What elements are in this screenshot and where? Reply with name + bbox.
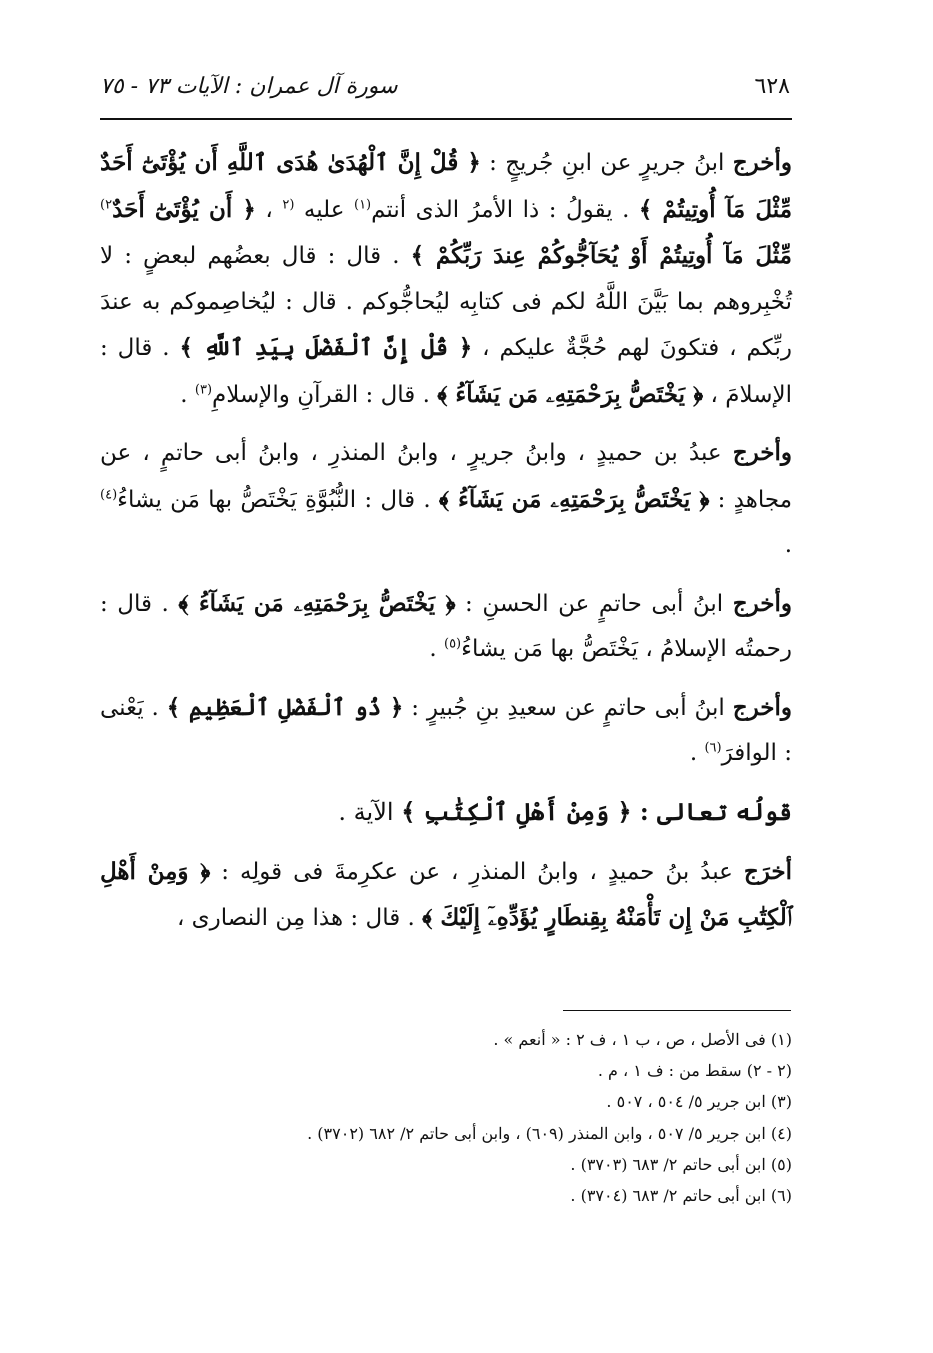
- footnote: (٢ - ٢) سقط من : ف ١ ، م .: [597, 1061, 792, 1081]
- quran-quote: ﴿ يَخْتَصُّ بِرَحْمَتِهِۦ مَن يَشَآءُ ﴾: [437, 380, 704, 408]
- quran-quote: ﴿ يَخْتَصُّ بِرَحْمَتِهِۦ مَن يَشَآءُ ﴾: [438, 485, 710, 513]
- page-number: ٦٢٨: [754, 73, 790, 99]
- paragraph-lead: وأخرج: [732, 149, 792, 176]
- text-segment: . قال : قال بعضُهم لبعضٍ : لا تُخْبِروهم بما بَيَّنَ اللَّهُ لكم فى كتابِه ليُحاجُّوكم . قال : ليُخاصِموكم به عندَ ربِّكم ، فتكونَ لهم حُجَّةٌ عليكم ،: [100, 243, 792, 361]
- text-segment: . يَعْنى : الوافرَ: [100, 694, 792, 766]
- text-segment: ابنُ جريرٍ عن ابنِ جُريجٍ :: [480, 150, 733, 176]
- quran-quote: ﴿ قُلْ إِنَّ ٱلْفَضْلَ بِيَدِ ٱللَّهِ ﴾: [179, 334, 473, 361]
- footnote-ref: (٢: [282, 196, 295, 212]
- footnote: (١) فى الأصل ، ص ، ب ١ ، ف ٢ : « أنعم » .: [493, 1030, 792, 1049]
- main-text: [100, 140, 792, 954]
- footnote-rule: [563, 1010, 791, 1011]
- quran-quote: ﴿ يَخْتَصُّ بِرَحْمَتِهِۦ مَن يَشَآءُ ﴾: [178, 589, 456, 617]
- footnote-ref: ٢): [100, 196, 113, 212]
- text-segment: .: [429, 636, 444, 662]
- footnote-ref: (٦): [704, 740, 722, 756]
- footnote: (٤) ابن جرير ٥/ ٥٠٧ ، وابن المنذر (٦٠٩) ، وابن أبى حاتم ٢/ ٦٨٢ (٣٧٠٢) .: [307, 1123, 792, 1143]
- page-header: [100, 66, 790, 106]
- paragraph-4: [100, 685, 792, 777]
- text-segment: . قال : النُّبُوَّةِ يَخْتَصُّ بها مَن يشاءُ: [117, 486, 439, 513]
- paragraph-lead: وأخرج: [732, 693, 792, 721]
- text-segment: .: [784, 532, 792, 558]
- text-segment: . قال : هذا مِن النصارى ،: [176, 905, 423, 931]
- quran-quote: ﴿ أَن يُؤْتَىٰٓ أَحَدٌ: [112, 195, 256, 223]
- paragraph-lead: أخرَج: [743, 857, 792, 885]
- quran-quote: ﴿ وَمِنْ أَهْلِ ٱلْكِتَٰبِ ﴾: [401, 796, 632, 826]
- running-title: سورة آل عمران : الآيات ٧٣ - ٧٥: [100, 73, 398, 99]
- header-rule: [100, 118, 792, 120]
- text-segment: عبدُ بن حميدٍ ، وابنُ جريرٍ ، وابنُ المنذرِ ، وابنُ أبى حاتمٍ ، عن مجاهدٍ :: [100, 440, 793, 513]
- text-segment: ابنُ أبى حاتمٍ عن سعيدِ بنِ جُبيرٍ :: [403, 694, 733, 721]
- paragraph-2: [100, 430, 792, 569]
- footnote-ref: (٥): [443, 636, 462, 652]
- verse-heading: [100, 789, 792, 835]
- text-segment: .: [180, 381, 195, 408]
- paragraph-lead: وأخرج: [732, 589, 793, 617]
- text-segment: عليه: [294, 196, 354, 223]
- paragraph-lead: وأخرج: [732, 439, 792, 466]
- footnotes: [120, 1024, 792, 1211]
- quran-quote: ﴿ ذُو ٱلْفَضْلِ ٱلْعَظِيمِ ﴾: [166, 693, 404, 721]
- paragraph-5: [100, 849, 792, 942]
- footnote: (٦) ابن أبى حاتم ٢/ ٦٨٣ (٣٧٠٤) .: [570, 1186, 792, 1206]
- text-segment: ،: [255, 196, 283, 223]
- footnote-ref: (٤): [100, 486, 118, 502]
- footnote: (٥) ابن أبى حاتم ٢/ ٦٨٣ (٣٧٠٣) .: [570, 1154, 792, 1174]
- text-segment: . يقولُ : ذا الأمرُ الذى أنتم: [371, 196, 639, 223]
- paragraph-1: [100, 140, 792, 418]
- quran-quote: ﴿ قُلْ إِنَّ ٱلْهُدَىٰ هُدَى ٱللَّهِ أَن يُؤْتَىٰٓ أَحَدٌ مِّثْلَ مَآ أُوتِيتُمْ ﴾: [100, 149, 793, 223]
- text-segment: . قال : القرآنِ والإسلامِ: [212, 381, 438, 408]
- paragraph-3: [100, 581, 792, 673]
- footnote: (٣) ابن جرير ٥/ ٥٠٤ ، ٥٠٧ .: [606, 1092, 792, 1112]
- text-segment: . قال : رحمتُه الإسلامُ ، يَخْتَصُّ بها مَن يشاءُ: [100, 590, 792, 662]
- footnote-ref: (١): [353, 196, 372, 212]
- quran-quote: مِّثْلَ مَآ أُوتِيتُمْ أَوْ يُحَآجُّوكُمْ عِندَ رَبِّكُمْ ﴾: [410, 242, 793, 269]
- quran-quote: ﴿ وَمِنْ أَهْلِ ٱلْكِتَٰبِ مَنْ إِن تَأْمَنْهُ بِقِنطَارٍ يُؤَدِّهِۦٓ إِلَيْكَ ﴾: [100, 857, 792, 931]
- text-segment: . قال : الإسلامَ ،: [100, 335, 792, 408]
- heading-lead: قولُه تعالى :: [631, 796, 792, 826]
- text-segment: .: [689, 740, 705, 766]
- text-segment: عبدُ بنُ حميدٍ ، وابنُ المنذرِ ، عن عكرِمةَ فى قولِه :: [210, 858, 744, 885]
- footnote-ref: (٣): [194, 381, 213, 397]
- heading-tail: الآية .: [338, 797, 402, 826]
- text-segment: ابنُ أبى حاتمٍ عن الحسنِ :: [455, 590, 733, 617]
